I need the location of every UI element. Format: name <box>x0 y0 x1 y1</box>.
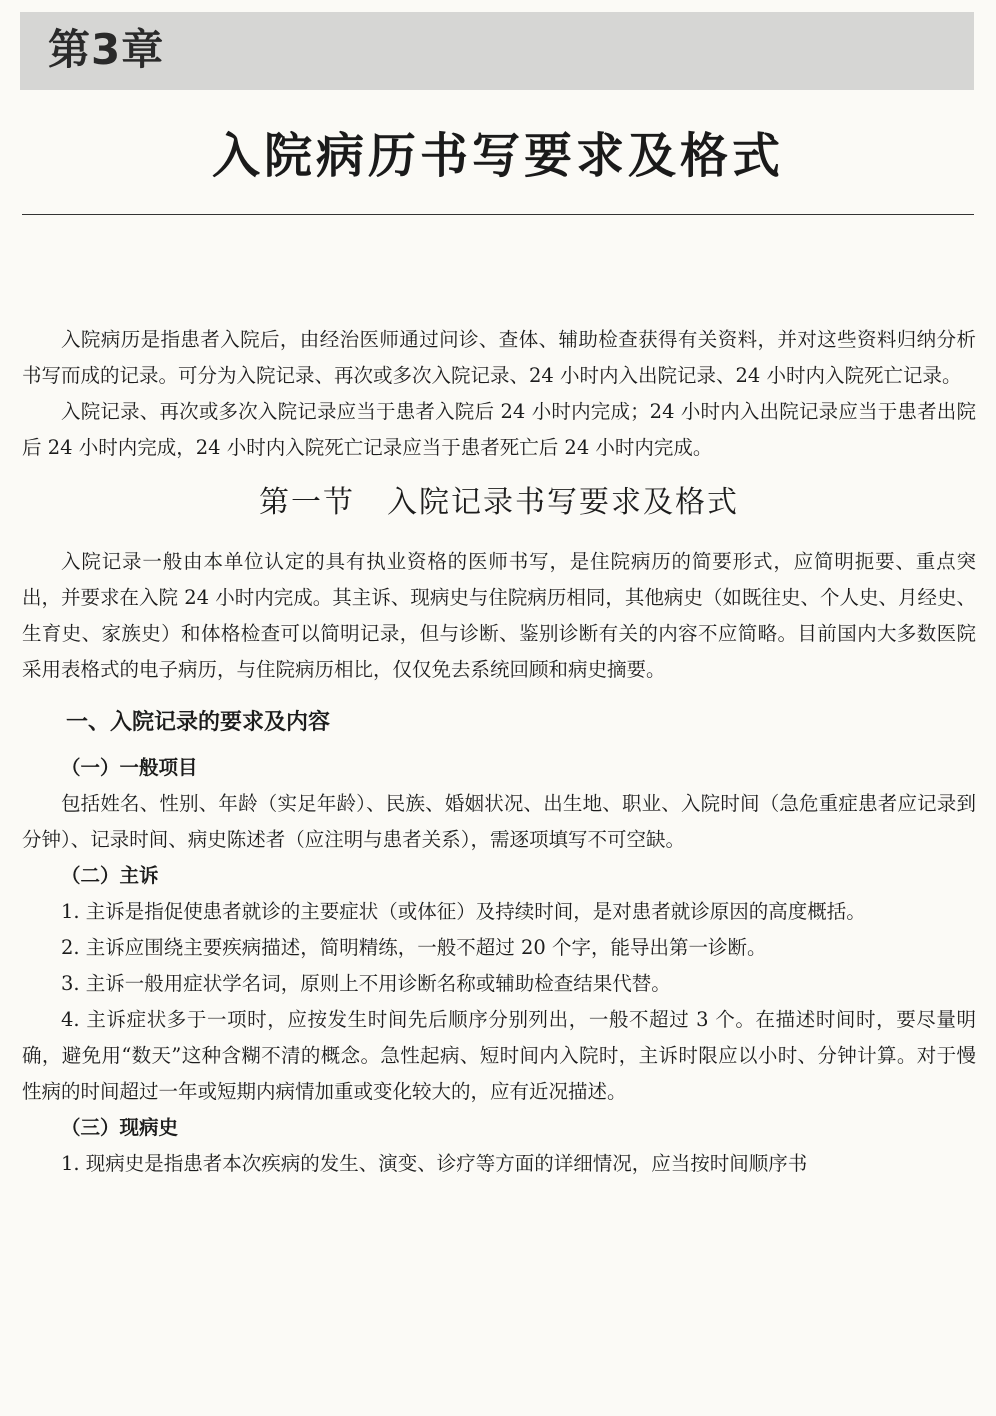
intro-paragraph-1: 入院病历是指患者入院后，由经治医师通过问诊、查体、辅助检查获得有关资料，并对这些资料归纳分析书写而成的记录。可分为入院记录、再次或多次入院记录、24 小时内入出院记录、24 小时内入院死亡记录。 <box>22 328 976 387</box>
section-paragraph-1: 入院记录一般由本单位认定的具有执业资格的医师书写，是住院病历的简要形式，应简明扼要、重点突出，并要求在入院 24 小时内完成。其主诉、现病史与住院病历相同，其他病史（如既往史、个人史、月经史、生育史、家族史）和体格检查可以简明记录，但与诊断、鉴别诊断有关的内容不应简略。目前国内大多数医院采用表格式的电子病历，与住院病历相比，仅仅免去系统回顾和病史摘要。 <box>22 550 976 681</box>
chief-complaint-item-2: 2. 主诉应围绕主要疾病描述，简明精练，一般不超过 20 个字，能导出第一诊断。 <box>61 936 767 959</box>
general-items-heading: （一）一般项目 <box>61 756 198 779</box>
title-divider <box>22 214 974 215</box>
chapter-title: 入院病历书写要求及格式 <box>211 128 784 184</box>
present-illness-heading: （三）现病史 <box>61 1116 179 1139</box>
general-items-text: 包括姓名、性别、年龄（实足年龄）、民族、婚姻状况、出生地、职业、入院时间（急危重症患者应记录到分钟）、记录时间、病史陈述者（应注明与患者关系），需逐项填写不可空缺。 <box>22 792 976 851</box>
present-illness-item-1: 1. 现病史是指患者本次疾病的发生、演变、诊疗等方面的详细情况，应当按时间顺序书 <box>61 1152 808 1175</box>
chapter-label: 第3章 <box>48 25 165 74</box>
chief-complaint-heading: （二）主诉 <box>61 864 159 887</box>
chief-complaint-item-1: 1. 主诉是指促使患者就诊的主要症状（或体征）及持续时间，是对患者就诊原因的高度概括。 <box>61 900 866 923</box>
section-title: 第一节 入院记录书写要求及格式 <box>259 485 739 520</box>
intro-paragraph-2: 入院记录、再次或多次入院记录应当于患者入院后 24 小时内完成；24 小时内入出院记录应当于患者出院后 24 小时内完成，24 小时内入院死亡记录应当于患者死亡后 24 小时内完成。 <box>22 400 976 459</box>
page-body <box>22 322 976 1182</box>
subsection-heading: 一、入院记录的要求及内容 <box>66 710 331 735</box>
chief-complaint-item-3: 3. 主诉一般用症状学名词，原则上不用诊断名称或辅助检查结果代替。 <box>61 972 671 995</box>
chief-complaint-item-4: 4. 主诉症状多于一项时，应按发生时间先后顺序分别列出，一般不超过 3 个。在描述时间时，要尽量明确，避免用“数天”这种含糊不清的概念。急性起病、短时间内入院时，主诉时限应以小时、分钟计算。对于慢性病的时间超过一年或短期内病情加重或变化较大的，应有近况描述。 <box>22 1008 976 1103</box>
